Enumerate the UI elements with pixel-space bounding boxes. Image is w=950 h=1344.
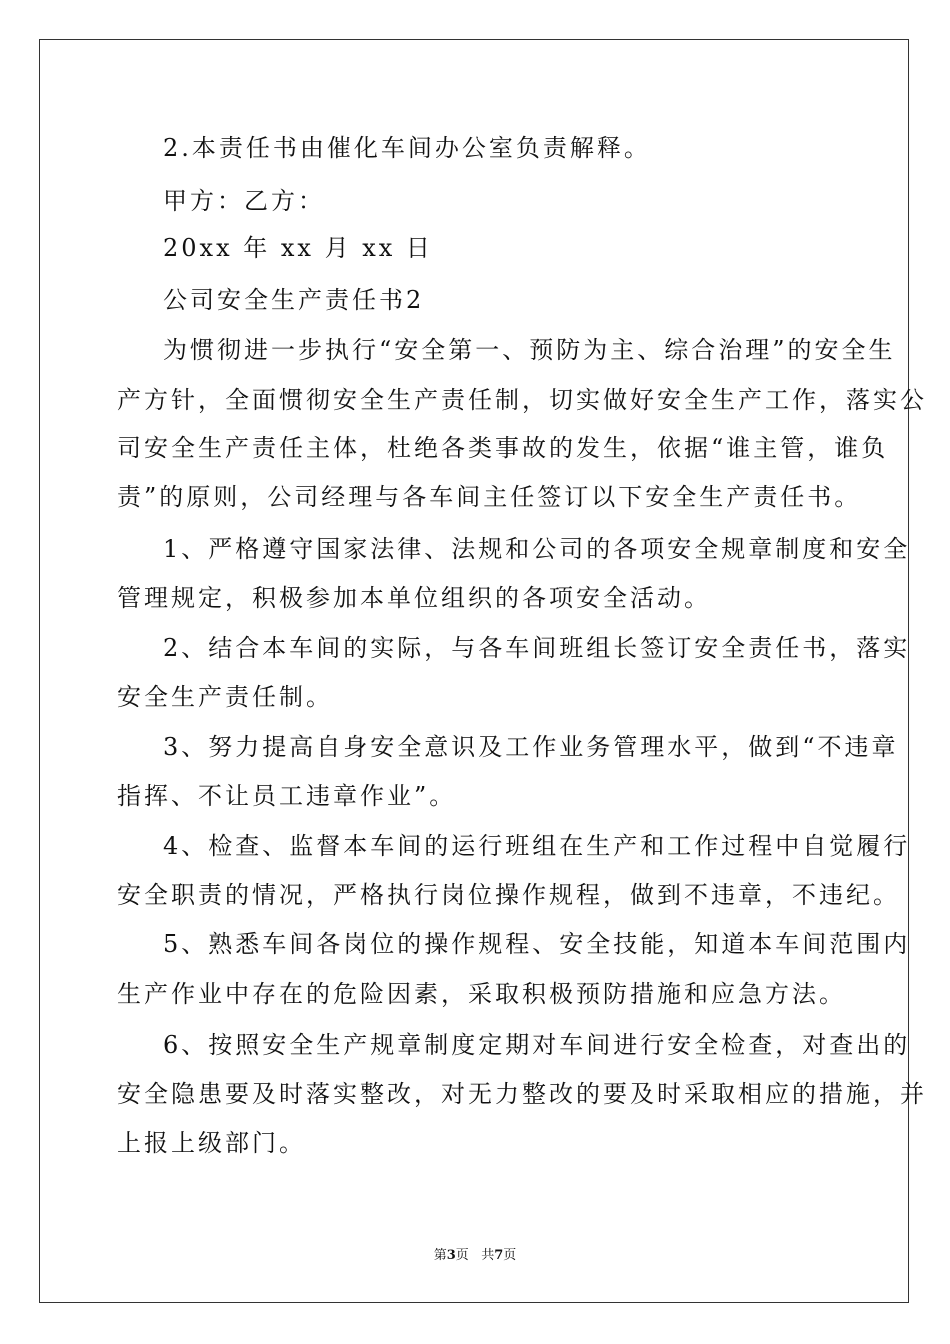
text-line: 责”的原则，公司经理与各车间主任签订以下安全生产责任书。 [117,483,862,511]
page-prefix: 第 [433,1248,447,1263]
text-line: 3、努力提高自身安全意识及工作业务管理水平，做到“不违章 [163,733,899,761]
text-line: 安全生产责任制。 [117,683,333,711]
page-suffix: 页 [455,1248,469,1263]
text-line: 上报上级部门。 [117,1129,306,1157]
page-border [39,39,909,1303]
page-footer [0,1247,950,1265]
text-line: 管理规定，积极参加本单位组织的各项安全活动。 [117,584,711,612]
section-title: 公司安全生产责任书2 [163,286,425,314]
text-line: 2.本责任书由催化车间办公室负责解释。 [163,134,651,162]
text-line: 6、按照安全生产规章制度定期对车间进行安全检查，对查出的 [163,1031,911,1059]
total-suffix: 页 [503,1248,517,1263]
text-line: 4、检查、监督本车间的运行班组在生产和工作过程中自觉履行 [163,832,911,860]
total-pages: 7 [494,1248,504,1263]
text-line: 产方针，全面惯彻安全生产责任制，切实做好安全生产工作，落实公 [117,386,927,414]
text-line: 2、结合本车间的实际，与各车间班组长签订安全责任书，落实 [163,634,911,662]
text-line: 司安全生产责任主体，杜绝各类事故的发生，依据“谁主管，谁负 [117,434,889,462]
text-line: 20xx 年 xx 月 xx 日 [163,234,433,262]
text-line: 安全职责的情况，严格执行岗位操作规程，做到不违章，不违纪。 [117,881,900,909]
text-line: 甲方：乙方： [163,187,325,215]
text-line: 生产作业中存在的危险因素，采取积极预防措施和应急方法。 [117,980,846,1008]
text-line: 1、严格遵守国家法律、法规和公司的各项安全规章制度和安全 [163,535,911,563]
page-number: 3 [446,1248,456,1263]
text-line: 5、熟悉车间各岗位的操作规程、安全技能，知道本车间范围内 [163,930,911,958]
text-line: 为惯彻进一步执行“安全第一、预防为主、综合治理”的安全生 [163,336,896,364]
total-prefix: 共 [481,1248,495,1263]
text-line: 指挥、不让员工违章作业”。 [117,782,457,810]
text-line: 安全隐患要及时落实整改，对无力整改的要及时采取相应的措施，并 [117,1080,927,1108]
